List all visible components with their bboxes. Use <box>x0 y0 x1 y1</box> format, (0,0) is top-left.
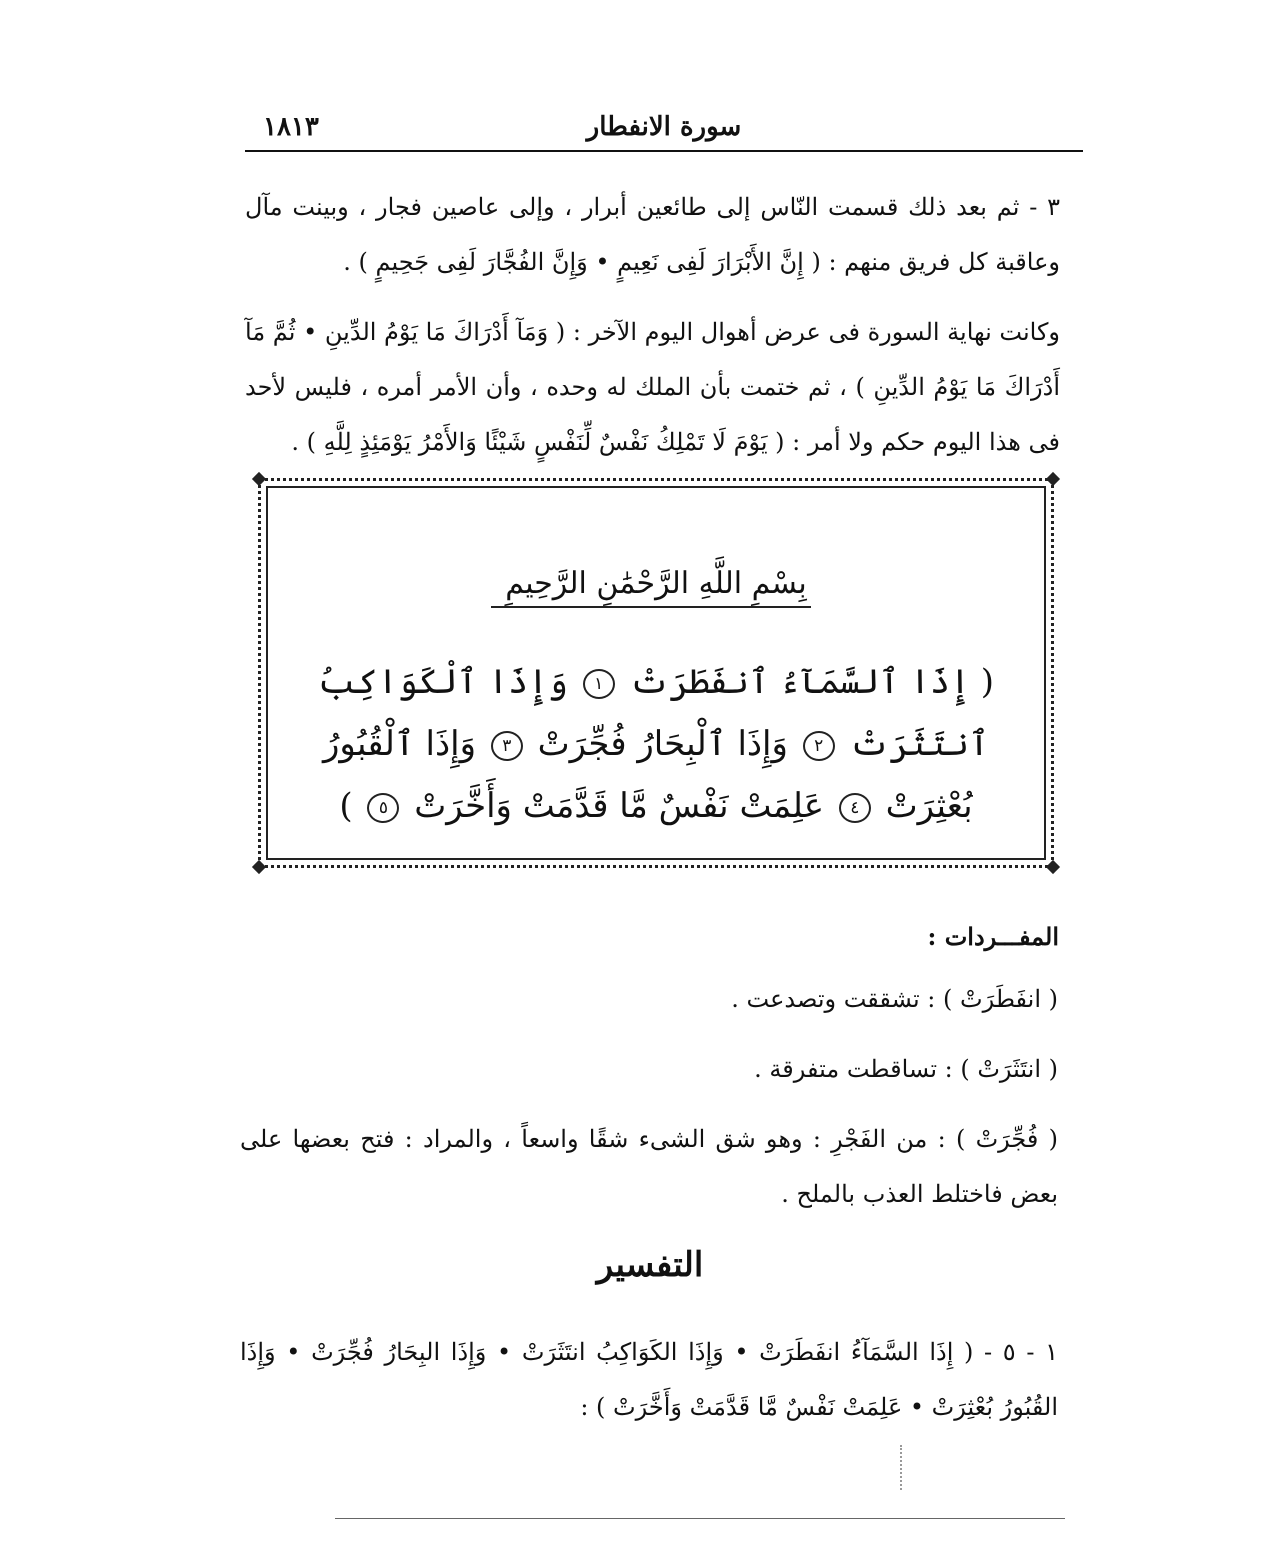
verse-number: ٤ <box>839 793 871 823</box>
intro-paragraph: ٣ - ثم بعد ذلك قسمت النّاس إلى طائعين أبرار ، وإلى عاصين فجار ، وبينت مآل وعاقبة كل فريق منهم : ( إِنَّ الأَبْرَارَ لَفِى نَعِيمٍ • وَإِنَّ الفُجَّارَ لَفِى جَحِيمٍ ) . <box>245 193 1060 276</box>
verse-number: ٣ <box>491 731 523 761</box>
verse-number: ٥ <box>367 793 399 823</box>
frame-corner-ornament <box>252 472 266 486</box>
tafsir-heading: التفسير <box>596 1245 704 1285</box>
verse-text: عَلِمَتْ نَفْسٌ مَّا قَدَّمَتْ وَأَخَّرَتْ <box>414 786 825 826</box>
vocabulary-item: ( انتَثَرَتْ ) : تساقطت متفرقة . <box>754 1055 1058 1083</box>
basmala-underline <box>491 606 811 608</box>
tafsir-paragraph: ١ - ٥ - ( إِذَا السَّمَآءُ انفَطَرَتْ • وَإِذَا الكَوَاكِبُ انتَثَرَتْ • وَإِذَا البِحَارُ فُجِّرَتْ • وَإِذَا القُبُورُ بُعْثِرَتْ • عَلِمَتْ نَفْسٌ مَّا قَدَّمَتْ وَأَخَّرَتْ ) : <box>240 1338 1058 1421</box>
verses-block <box>297 651 1015 837</box>
footer-rule <box>335 1518 1065 1519</box>
page-number: ١٨١٣ <box>263 112 319 142</box>
frame-corner-ornament <box>1046 860 1060 874</box>
verse-frame <box>258 478 1054 868</box>
vocabulary-item: ( فُجِّرَتْ ) : من الفَجْرِ : وهو شق الشىء شقًا واسعاً ، والمراد : فتح بعضها على بعض فاختلط العذب بالملح . <box>240 1125 1059 1208</box>
page-header <box>245 110 1083 152</box>
closing-paragraph: وكانت نهاية السورة فى عرض أهوال اليوم الآخر : ( وَمَآ أَدْرَاكَ مَا يَوْمُ الدِّينِ • ثُمَّ مَآ أَدْرَاكَ مَا يَوْمُ الدِّينِ ) ، ثم ختمت بأن الملك له وحده ، وأن الأمر أمره ، فليس لأحد فى هذا اليوم حكم ولا أمر : ( يَوْمَ لَا تَمْلِكُ نَفْسٌ لِّنَفْسٍ شَيْئًا وَالأَمْرُ يَوْمَئِذٍ لِلَّهِ ) . <box>245 318 1061 456</box>
basmala: بِسْمِ اللَّهِ الرَّحْمَٰنِ الرَّحِيمِ <box>505 566 807 601</box>
frame-corner-ornament <box>252 860 266 874</box>
verse-text: وَإِذَا ٱلْقُبُورُ بُعْثِرَتْ <box>323 724 973 826</box>
verse-number: ١ <box>583 669 615 699</box>
verse-text: ( إِذَا ٱلسَّمَآءُ ٱنفَطَرَتْ <box>629 662 994 702</box>
vocabulary-item: ( انفَطَرَتْ ) : تشققت وتصدعت . <box>731 985 1058 1013</box>
verse-number: ٢ <box>803 731 835 761</box>
surah-title: سورة الانفطار <box>586 112 742 142</box>
vocabulary-heading: المفـــردات : <box>927 922 1059 951</box>
closing-paren: ) <box>339 786 353 826</box>
frame-corner-ornament <box>1046 472 1060 486</box>
verse-text: وَإِذَا ٱلْبِحَارُ فُجِّرَتْ <box>537 724 788 764</box>
scan-artifact <box>900 1445 902 1490</box>
verse-text: وَإِذَا ٱلْكَوَاكِبُ ٱنتَثَرَتْ <box>318 662 989 764</box>
